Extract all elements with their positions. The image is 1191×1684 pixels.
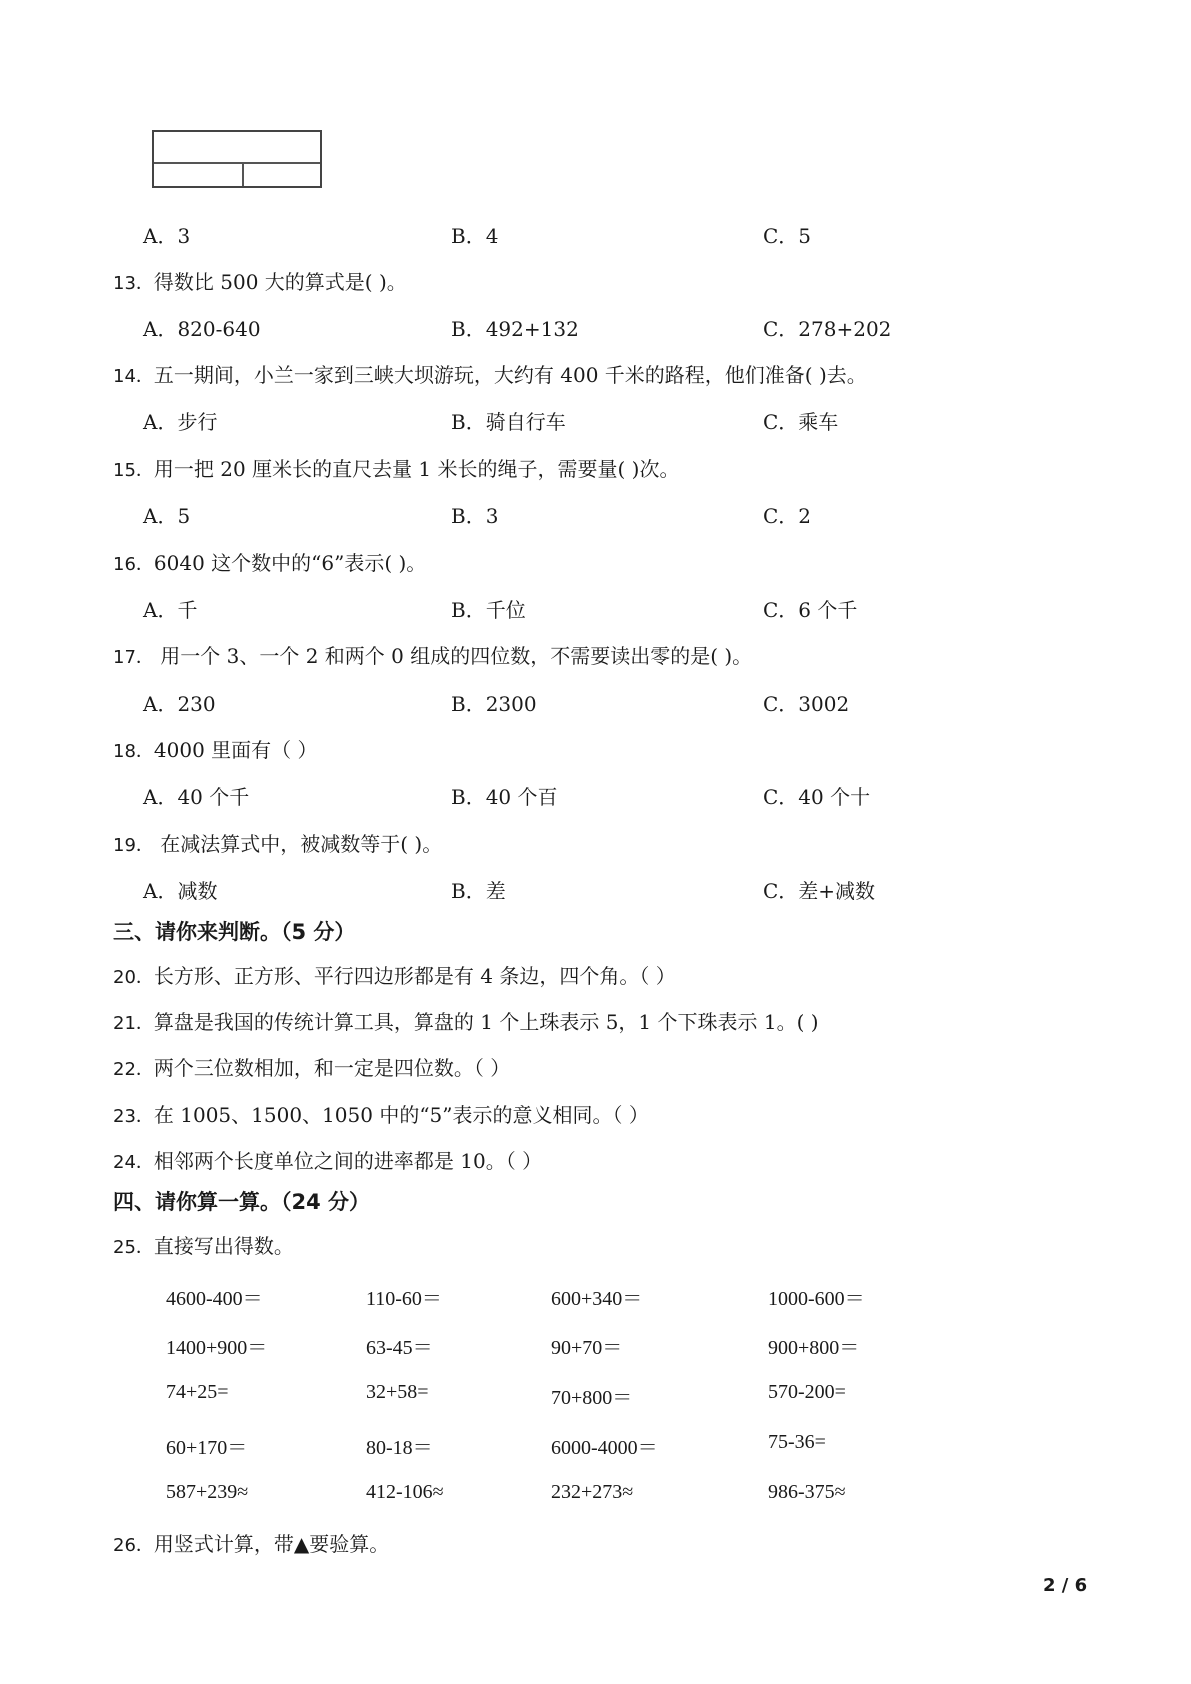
calc-item[interactable]: 232+273≈ bbox=[551, 1481, 634, 1503]
question-18 bbox=[113, 734, 318, 763]
question-number: 21． bbox=[113, 1013, 154, 1034]
question-text: 用一把 20 厘米长的直尺去量 1 米长的绳子，需要量( )次。 bbox=[153, 457, 680, 481]
question-text: 直接写出得数。 bbox=[153, 1234, 294, 1258]
calc-item[interactable]: 587+239≈ bbox=[166, 1481, 249, 1503]
q17-option-a[interactable]: A．230 bbox=[143, 692, 216, 716]
judgment-22 bbox=[113, 1052, 510, 1081]
question-text: 4000 里面有（ ） bbox=[153, 738, 318, 762]
calc-item[interactable]: 75-36= bbox=[768, 1431, 826, 1453]
calc-item[interactable]: 1400+900＝ bbox=[166, 1337, 268, 1359]
q16-option-b[interactable]: B．千位 bbox=[451, 598, 526, 622]
q19-option-a[interactable]: A．减数 bbox=[143, 879, 218, 903]
judgment-24 bbox=[113, 1145, 542, 1174]
q12-option-b[interactable]: B．4 bbox=[451, 224, 499, 248]
q16-option-c[interactable]: C．6 个千 bbox=[763, 598, 858, 622]
figure-vertical-line bbox=[242, 162, 244, 186]
question-number: 13． bbox=[113, 273, 154, 294]
question-text: 在 1005、1500、1050 中的“5”表示的意义相同。（ ） bbox=[153, 1103, 649, 1127]
calc-item[interactable]: 900+800＝ bbox=[768, 1337, 860, 1359]
question-number: 17． bbox=[113, 647, 154, 668]
judgment-21 bbox=[113, 1006, 819, 1035]
question-number: 23． bbox=[113, 1106, 154, 1127]
question-number: 16． bbox=[113, 554, 154, 575]
rectangle-figure bbox=[152, 130, 322, 188]
page-number: 2 / 6 bbox=[1043, 1575, 1088, 1596]
q14-option-c[interactable]: C．乘车 bbox=[763, 410, 839, 434]
question-number: 14． bbox=[113, 366, 154, 387]
calc-item[interactable]: 986-375≈ bbox=[768, 1481, 846, 1503]
q16-option-a[interactable]: A．千 bbox=[143, 598, 198, 622]
section-3-title: 三、请你来判断。（5 分） bbox=[113, 920, 356, 944]
q14-option-a[interactable]: A．步行 bbox=[143, 410, 218, 434]
calc-item[interactable]: 70+800＝ bbox=[551, 1387, 633, 1409]
question-text: 长方形、正方形、平行四边形都是有 4 条边，四个角。（ ） bbox=[153, 964, 676, 988]
figure-horizontal-line bbox=[154, 162, 320, 164]
question-text: 6040 这个数中的“6”表示( )。 bbox=[153, 551, 427, 575]
q12-option-a[interactable]: A．3 bbox=[143, 224, 191, 248]
calc-item[interactable]: 412-106≈ bbox=[366, 1481, 444, 1503]
question-17 bbox=[113, 640, 752, 669]
q18-option-a[interactable]: A．40 个千 bbox=[143, 785, 250, 809]
question-number: 25． bbox=[113, 1237, 154, 1258]
q19-option-c[interactable]: C．差+减数 bbox=[763, 879, 876, 903]
question-26 bbox=[113, 1528, 389, 1557]
section-4-title: 四、请你算一算。（24 分） bbox=[113, 1190, 371, 1214]
calc-item[interactable]: 74+25= bbox=[166, 1381, 229, 1403]
q13-option-a[interactable]: A．820-640 bbox=[143, 317, 261, 341]
calc-item[interactable]: 6000-4000＝ bbox=[551, 1437, 658, 1459]
calc-item[interactable]: 4600-400＝ bbox=[166, 1288, 263, 1310]
q13-option-b[interactable]: B．492+132 bbox=[451, 317, 579, 341]
q13-option-c[interactable]: C．278+202 bbox=[763, 317, 892, 341]
question-text: 用竖式计算，带▲要验算。 bbox=[153, 1532, 390, 1556]
q12-option-c[interactable]: C．5 bbox=[763, 224, 812, 248]
calc-item[interactable]: 60+170＝ bbox=[166, 1437, 248, 1459]
q17-option-b[interactable]: B．2300 bbox=[451, 692, 537, 716]
question-text: 用一个 3、一个 2 和两个 0 组成的四位数，不需要读出零的是( )。 bbox=[153, 644, 753, 668]
calc-item[interactable]: 570-200= bbox=[768, 1381, 846, 1403]
question-25 bbox=[113, 1230, 294, 1259]
q18-option-c[interactable]: C．40 个十 bbox=[763, 785, 871, 809]
calc-item[interactable]: 1000-600＝ bbox=[768, 1288, 865, 1310]
calc-item[interactable]: 90+70＝ bbox=[551, 1337, 623, 1359]
calc-item[interactable]: 80-18＝ bbox=[366, 1437, 433, 1459]
question-19 bbox=[113, 828, 442, 857]
calc-item[interactable]: 63-45＝ bbox=[366, 1337, 433, 1359]
q15-option-c[interactable]: C．2 bbox=[763, 504, 812, 528]
calc-item[interactable]: 32+58= bbox=[366, 1381, 429, 1403]
judgment-23 bbox=[113, 1099, 649, 1128]
question-text: 五一期间，小兰一家到三峡大坝游玩，大约有 400 千米的路程，他们准备( )去。 bbox=[153, 363, 867, 387]
question-text: 得数比 500 大的算式是( )。 bbox=[153, 270, 407, 294]
question-number: 22． bbox=[113, 1059, 154, 1080]
calc-item[interactable]: 110-60＝ bbox=[366, 1288, 442, 1310]
question-number: 20． bbox=[113, 967, 154, 988]
question-14 bbox=[113, 359, 867, 388]
question-text: 在减法算式中，被减数等于( )。 bbox=[153, 832, 443, 856]
calc-item[interactable]: 600+340＝ bbox=[551, 1288, 643, 1310]
question-number: 15． bbox=[113, 460, 154, 481]
q19-option-b[interactable]: B．差 bbox=[451, 879, 506, 903]
q15-option-b[interactable]: B．3 bbox=[451, 504, 499, 528]
q15-option-a[interactable]: A．5 bbox=[143, 504, 191, 528]
question-text: 两个三位数相加，和一定是四位数。（ ） bbox=[153, 1056, 511, 1080]
q18-option-b[interactable]: B．40 个百 bbox=[451, 785, 558, 809]
question-13 bbox=[113, 266, 407, 295]
question-number: 24． bbox=[113, 1152, 154, 1173]
question-text: 相邻两个长度单位之间的进率都是 10。（ ） bbox=[153, 1149, 543, 1173]
question-number: 26． bbox=[113, 1535, 154, 1556]
question-number: 18． bbox=[113, 741, 154, 762]
q17-option-c[interactable]: C．3002 bbox=[763, 692, 850, 716]
judgment-20 bbox=[113, 960, 676, 989]
q14-option-b[interactable]: B．骑自行车 bbox=[451, 410, 566, 434]
question-number: 19． bbox=[113, 835, 154, 856]
question-16 bbox=[113, 547, 426, 576]
question-15 bbox=[113, 453, 679, 482]
question-text: 算盘是我国的传统计算工具，算盘的 1 个上珠表示 5，1 个下珠表示 1。( ) bbox=[153, 1010, 819, 1034]
